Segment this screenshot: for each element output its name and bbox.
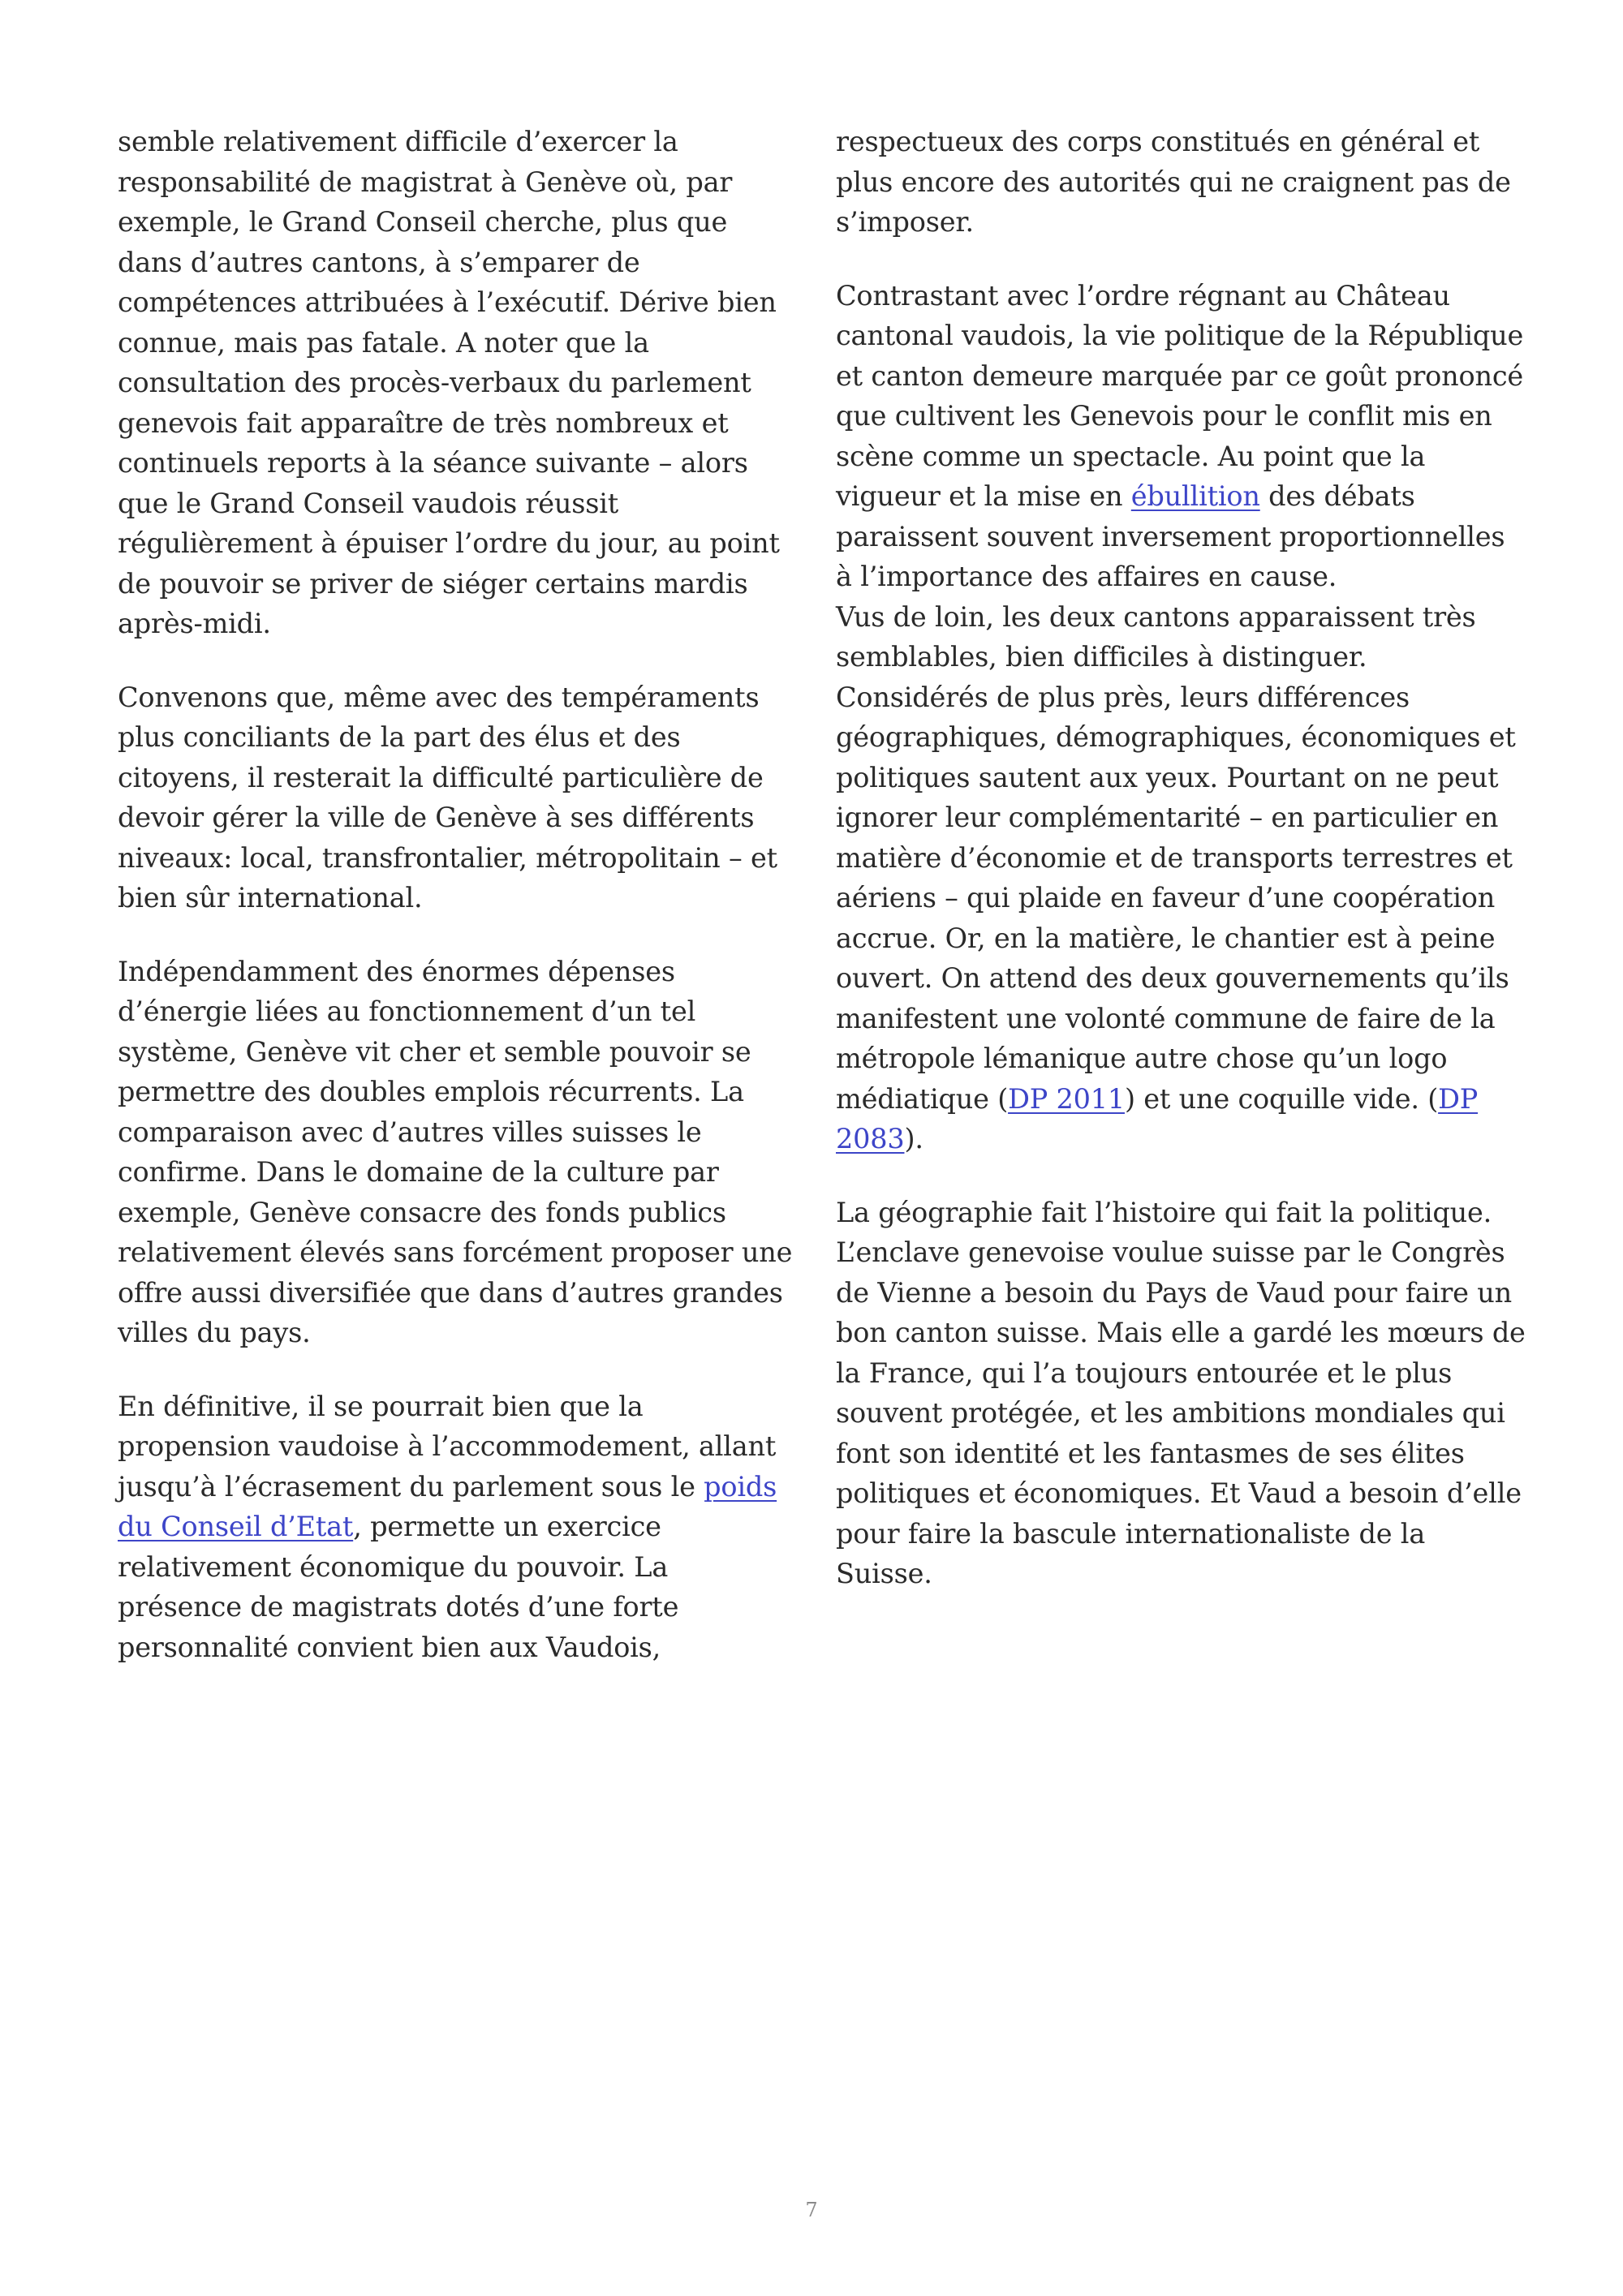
link-ebullition[interactable]: ébullition bbox=[1130, 480, 1260, 512]
left-column bbox=[118, 122, 799, 1701]
paragraph-text: des débats paraissent souvent inversement proportionnelles à l’importance des affaires en cause. bbox=[836, 480, 1505, 592]
paragraph bbox=[118, 1387, 799, 1668]
paragraph-text: ). bbox=[904, 1123, 923, 1154]
paragraph: Indépendamment des énormes dépenses d’énergie liées au fonctionnement d’un tel système, Genève vit cher et semble pouvoir se permettre des doubles emplois récurrents. La comparaison avec d’autres villes suisses le confirme. Dans le domaine de la culture par exemple, Genève consacre des fonds publics relativement élevés sans forcément proposer une offre aussi diversifiée que dans d’autres grandes villes du pays. bbox=[118, 955, 793, 1348]
paragraph-text: Vus de loin, les deux cantons apparaissent très semblables, bien difficiles à distinguer. Considérés de plus près, leurs différences géographiques, démographiques, économiques et politiques sautent aux yeux. Pourtant on ne peut ignorer leur complémentarité – en particulier en matière d’économie et de transports terrestres et aériens – qui plaide en faveur d’une coopération accrue. Or, en la matière, le chantier est à peine ouvert. On attend des deux gouvernements qu’ils manifestent une volonté commune de faire de la métropole lémanique autre chose qu’un logo médiatique ( bbox=[836, 600, 1516, 1115]
paragraph-text: , permette un exercice relativement économique du pouvoir. La présence de magistrats dotés d’une forte personnalité convient bien aux Vaudois, bbox=[118, 1511, 679, 1663]
paragraph-text: En définitive, il se pourrait bien que la propension vaudoise à l’accommodement, allant jusqu’à l’écrasement du parlement sous le bbox=[118, 1390, 777, 1503]
link-poids-du-conseil-detat[interactable]: poids du Conseil d’Etat bbox=[118, 1470, 777, 1542]
paragraph: semble relativement difficile d’exercer la responsabilité de magistrat à Genève où, par exemple, le Grand Conseil cherche, plus que dans d’autres cantons, à s’emparer de compétences attribuées à l’exécutif. Dérive bien connue, mais pas fatale. A noter que la consultation des procès-verbaux du parlement genevois fait apparaître de très nombreux et continuels reports à la séance suivante – alors que le Grand Conseil vaudois réussit régulièrement à épuiser l’ordre du jour, au point de pouvoir se priver de siéger certains mardis après-midi. bbox=[118, 126, 780, 639]
right-column bbox=[836, 122, 1526, 1627]
paragraph bbox=[836, 597, 1526, 1159]
link-dp-2083[interactable]: DP 2083 bbox=[836, 1082, 1479, 1154]
paragraph-text: Contrastant avec l’ordre régnant au Château cantonal vaudois, la vie politique de la République et canton demeure marquée par ce goût prononcé que cultivent les Genevois pour le conflit mis en scène comme un spectacle. Au point que la vigueur et la mise en bbox=[836, 279, 1524, 512]
paragraph-text: ) et une coquille vide. ( bbox=[1124, 1082, 1439, 1115]
paragraph bbox=[836, 276, 1526, 597]
paragraph: La géographie fait l’histoire qui fait la politique. L’enclave genevoise voulue suisse par le Congrès de Vienne a besoin du Pays de Vaud pour faire un bon canton suisse. Mais elle a gardé les mœurs de la France, qui l’a toujours entourée et le plus souvent protégée, et les ambitions mondiales qui font son identité et les fantasmes de ses élites politiques et économiques. Et Vaud a besoin d’elle pour faire la bascule internationaliste de la Suisse. bbox=[836, 1196, 1526, 1589]
paragraph: respectueux des corps constitués en général et plus encore des autorités qui ne craignent pas de s’imposer. bbox=[836, 126, 1511, 238]
paragraph: Convenons que, même avec des tempéraments plus conciliants de la part des élus et des citoyens, il resterait la difficulté particulière de devoir gérer la ville de Genève à ses différents niveaux: local, transfrontalier, métropolitain – et bien sûr international. bbox=[118, 681, 777, 914]
link-dp-2011[interactable]: DP 2011 bbox=[1008, 1082, 1125, 1115]
page-number: 7 bbox=[805, 2199, 818, 2221]
